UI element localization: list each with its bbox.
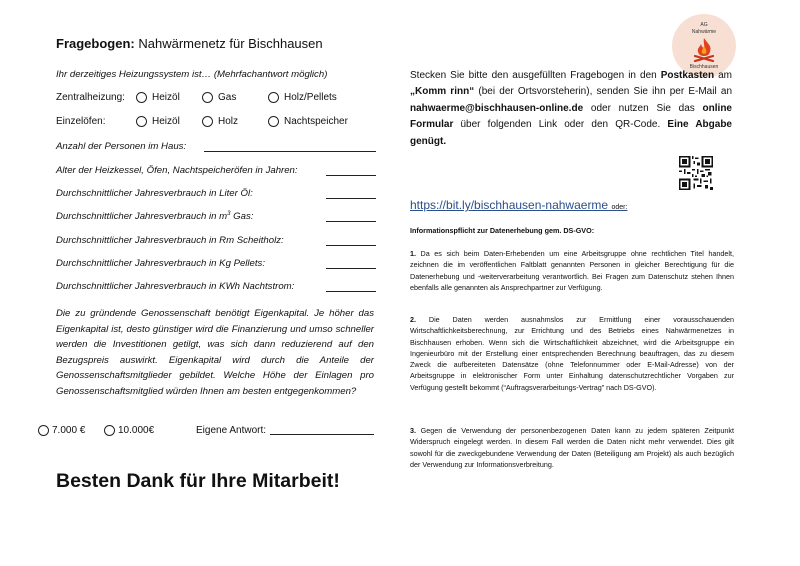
intro-text: über folgenden Link oder den QR-Code. (453, 119, 668, 131)
form-link-url[interactable]: https://bit.ly/bischhausen-nahwaerme (410, 198, 609, 212)
radio-stove-night-storage[interactable] (268, 116, 279, 127)
paragraph-text: Da es sich beim Daten-Erhebenden um eine Arbeitsgruppe ohne rechtlichen Titel handelt, zeichnen die im veröffentlichen Faltblatt genannten Personen in gleicher Berechtigung für die Datenerhebung und -weiterverarbeitung verantwortlich. Bei Fragen zum Datenschutz stehen Ihnen ebenfalls alle genannten als Ansprechpartner zur Verfügung. (410, 249, 734, 292)
radio-central-wood-pellets[interactable] (268, 92, 279, 103)
intro-text: am (714, 70, 732, 81)
radio-10000[interactable] (104, 425, 115, 436)
age-label: Alter der Heizkessel, Öfen, Nachtspeicheröfen in Jahren: (56, 165, 298, 176)
intro-bold: Postkasten (660, 70, 715, 81)
intro-text: oder nutzen Sie das (583, 102, 703, 114)
privacy-paragraph-3 (410, 425, 734, 470)
own-answer-label: Eigene Antwort: (196, 425, 267, 436)
privacy-paragraph-2 (410, 314, 734, 393)
radio-stove-wood[interactable] (202, 116, 213, 127)
title-bold: Fragebogen: (56, 36, 135, 51)
persons-input[interactable] (204, 151, 376, 152)
privacy-paragraph-1 (410, 248, 734, 293)
pellets-input[interactable] (326, 268, 376, 269)
persons-label: Anzahl der Personen im Haus: (56, 141, 187, 152)
single-stoves-row (56, 116, 348, 127)
link-suffix: oder: (611, 204, 628, 211)
power-input[interactable] (326, 291, 376, 292)
option-label: Holz (218, 116, 239, 127)
logo-bottom-text: Bischhausen (689, 64, 719, 70)
oil-input[interactable] (326, 198, 376, 199)
gas-input[interactable] (326, 221, 376, 222)
paragraph-text: Die Daten werden ausnahmslos zur Ermittlung einer vorausschauenden Wirtschaftlichkeitsberechnung, zur Errichtung und des Betriebs eines Nahwärmenetzes in Bischhausen erhoben. Wenn sich die Wirtschaftlichkeit abzeichnet, wird die Arbeitsgruppe ein Ingenieurbüro mit der Erstellung einer entsprechenden Berechnung beauftragen, das zu diesem Zweck die aufbereiteten Datensätze (ohne Telefonnummer oder E-Mail-Adresse) von der Arbeitsgruppe in elektronischer Form unter Einhaltung datenschutzrechtlicher Vorgaben zur Verfügung gestellt bekommt (“Auftragsverarbeitungs-Vertrag” nach DS-GVO). (410, 315, 734, 392)
email-address[interactable]: nahwaerme@bischhausen-online.de (410, 102, 584, 114)
radio-central-oil[interactable] (136, 92, 147, 103)
intro-text: (bei der Ortsvorsteherin), senden Sie ihn per E-Mail an (474, 86, 732, 98)
option-label: Holz/Pellets (284, 92, 337, 103)
thanks-heading: Besten Dank für Ihre Mitarbeit! (56, 470, 340, 492)
cooperative-text: Die zu gründende Genossenschaft benötigt Eigenkapital. Je höher das Eigenkapital ist, desto günstiger wird die Finanzierung und umso schneller werden die Investitionen getilgt, was sich dann reduzierend auf den Bezugspreis auswirkt. Eigenkapital wird durch die Anteile der Genossenschaftsmitglieder gebildet. Welche Höhe der Einlagen pro Genossenschaftsmitglied würden Ihnen am besten entgegenkommen? (56, 308, 374, 397)
option-label: Gas (218, 92, 237, 103)
central-heating-label: Zentralheizung: (56, 92, 125, 103)
title-rest: Nahwärmenetz für Bischhausen (138, 36, 323, 51)
central-heating-row (56, 92, 337, 103)
page-title (56, 36, 323, 51)
radio-central-gas[interactable] (202, 92, 213, 103)
option-label: Heizöl (152, 116, 180, 127)
heating-question: Ihr derzeitiges Heizungssystem ist… (Mehrfachantwort möglich) (56, 69, 328, 80)
wood-input[interactable] (326, 245, 376, 246)
wood-label: Durchschnittlicher Jahresverbrauch in Rm Scheitholz: (56, 235, 284, 246)
paragraph-number: 1. (410, 249, 416, 258)
own-answer-input[interactable] (270, 434, 374, 435)
intro-bold: „Komm rinn“ (410, 86, 475, 98)
single-stoves-label: Einzelöfen: (56, 116, 106, 127)
submission-instructions (410, 68, 732, 150)
option-label: Nachtspeicher (284, 116, 348, 127)
pellets-label: Durchschnittlicher Jahresverbrauch in Kg Pellets: (56, 258, 266, 269)
intro-text: Stecken Sie bitte den ausgefüllten Fragebogen in den (410, 70, 661, 81)
power-label: Durchschnittlicher Jahresverbrauch in KWh Nachtstrom: (56, 281, 295, 292)
option-10000-label: 10.000€ (118, 425, 155, 436)
gas-label-end: Gas: (230, 211, 254, 223)
privacy-heading: Informationspflicht zur Datenerhebung gem. DS-GVO: (410, 226, 595, 235)
flame-icon (690, 36, 718, 62)
intro-bold: Eine Abgabe genügt. (410, 119, 732, 147)
form-link[interactable] (410, 198, 627, 212)
paragraph-number: 3. (410, 426, 416, 435)
radio-stove-oil[interactable] (136, 116, 147, 127)
option-7000-label: 7.000 € (52, 425, 86, 436)
paragraph-number: 2. (410, 315, 416, 324)
gas-label (56, 211, 253, 222)
oil-label: Durchschnittlicher Jahresverbrauch in Liter Öl: (56, 188, 253, 199)
gas-label-sup: 3 (227, 211, 231, 217)
option-label: Heizöl (152, 92, 180, 103)
qr-code-icon[interactable] (679, 156, 713, 190)
contribution-row (38, 425, 266, 436)
intro-bold: online Formular (410, 102, 732, 131)
logo-top-text: AG (700, 22, 708, 28)
age-input[interactable] (326, 175, 376, 176)
logo-mid-text: Nahwärme (691, 29, 717, 35)
paragraph-text: Gegen die Verwendung der personenbezogenen Daten kann zu jedem späteren Zeitpunkt Widerspruch eingelegt werden. In diesem Fall werden die Daten nicht mehr verwendet. Dies gilt sowohl für die zweckgebundene Verwendung der Daten (Beteiligung am Projekt) als auch bezüglich der Verwendung zur Informationsverbreitung. (410, 426, 734, 469)
radio-7000[interactable] (38, 425, 49, 436)
gas-label-text: Durchschnittlicher Jahresverbrauch in m (56, 211, 228, 223)
